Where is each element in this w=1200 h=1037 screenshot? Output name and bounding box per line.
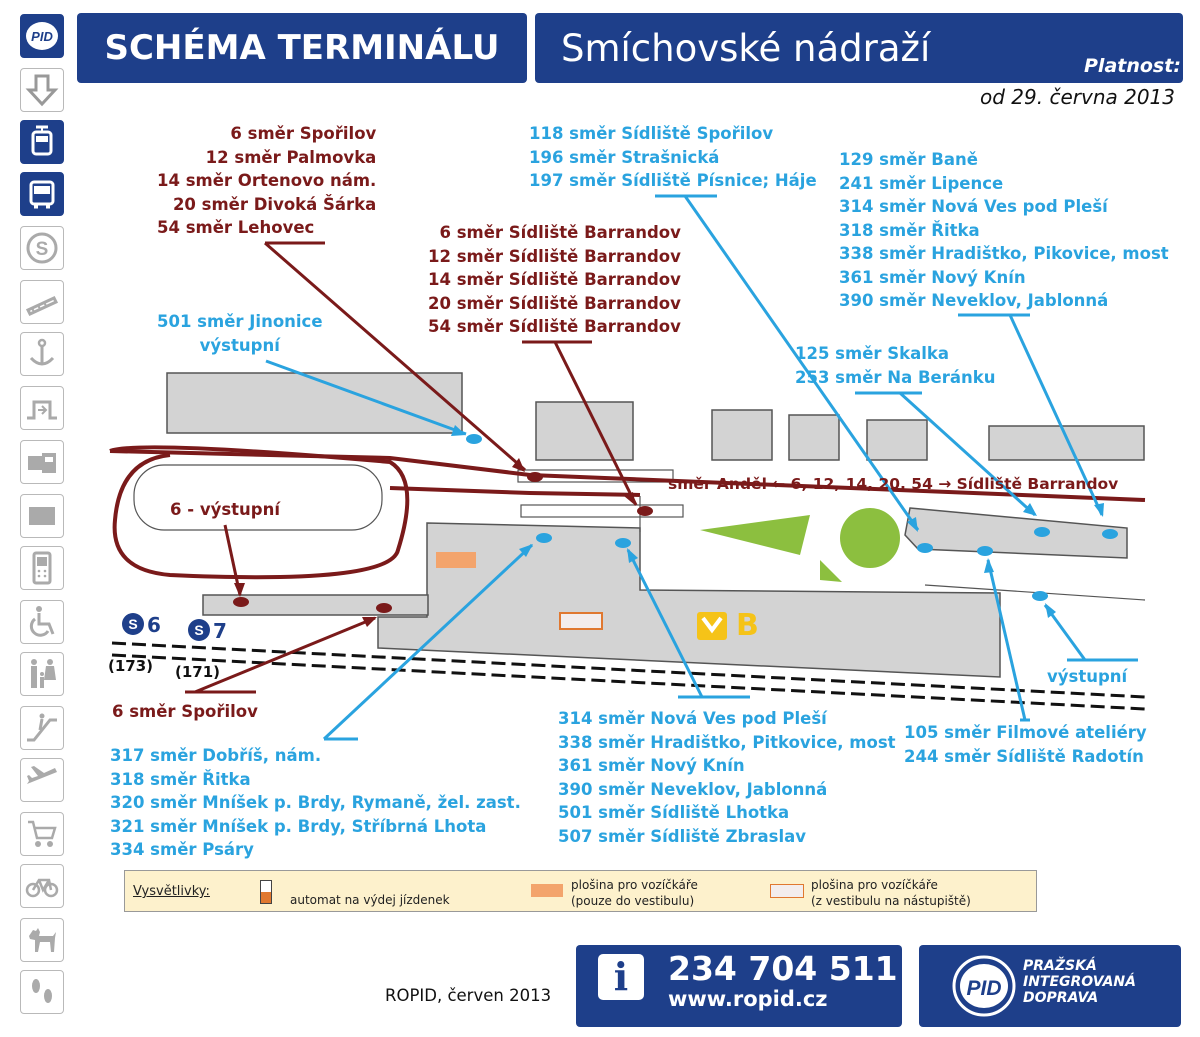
ramp-orange-icon bbox=[531, 884, 563, 897]
metro-line-label: B bbox=[736, 608, 759, 643]
svg-text:PID: PID bbox=[31, 29, 53, 44]
building bbox=[989, 426, 1144, 460]
route-line: 241 směr Lipence bbox=[839, 173, 1004, 193]
route-line: 118 směr Sídliště Spořilov bbox=[529, 124, 774, 143]
route-line: 501 směr Jinonice bbox=[157, 312, 323, 331]
building bbox=[867, 420, 927, 460]
track-173: (173) bbox=[108, 657, 154, 675]
web-link[interactable]: www.ropid.cz bbox=[668, 987, 828, 1011]
bus-label-bottom-mid bbox=[558, 707, 896, 848]
bus-label-right bbox=[839, 148, 1169, 313]
contact-box bbox=[576, 945, 902, 1027]
route-line: 125 směr Skalka bbox=[795, 344, 950, 363]
route-line: 54 směr Lehovec bbox=[157, 218, 315, 237]
brand-line: PRAŽSKÁ bbox=[1023, 958, 1097, 974]
route-line: 12 směr Sídliště Barrandov bbox=[428, 246, 681, 266]
pid-logo-text: PID bbox=[966, 977, 1002, 1000]
route-line: 318 směr Řitka bbox=[839, 220, 980, 240]
station-name-text: Smíchovské nádraží bbox=[561, 26, 931, 70]
s6-number: 6 bbox=[147, 613, 161, 637]
building bbox=[536, 402, 633, 460]
route-line: 196 směr Strašnická bbox=[529, 147, 720, 167]
info-icon: i bbox=[598, 954, 644, 1000]
legend-item-1: automat na výdej jízdenek bbox=[290, 893, 450, 907]
legend-title: Vysvětlivky: bbox=[133, 884, 210, 899]
brand-line: INTEGROVANÁ bbox=[1023, 974, 1136, 990]
route-line: 320 směr Mníšek p. Brdy, Rymaně, žel. zast. bbox=[110, 793, 521, 812]
route-line: 314 směr Nová Ves pod Pleší bbox=[558, 709, 827, 728]
route-line: 338 směr Hradištko, Pikovice, most bbox=[839, 244, 1169, 263]
legend-item-2a: plošina pro vozíčkáře bbox=[571, 878, 698, 892]
s7-number: 7 bbox=[213, 619, 227, 643]
bus-label-bottom-left bbox=[110, 744, 521, 862]
s-letter: S bbox=[128, 616, 138, 632]
ticket-machine-icon bbox=[260, 880, 272, 904]
route-line: 338 směr Hradištko, Pitkovice, most bbox=[558, 732, 896, 752]
brand-text bbox=[1023, 958, 1136, 1006]
ramp-outline bbox=[560, 613, 602, 629]
footer-credit: ROPID, červen 2013 bbox=[385, 986, 552, 1005]
pid-brand-box bbox=[919, 945, 1181, 1027]
legend-item-3a: plošina pro vozíčkáře bbox=[811, 878, 938, 892]
brand-line: DOPRAVA bbox=[1023, 990, 1099, 1006]
validity-label: Platnost: bbox=[1084, 55, 1181, 77]
header-title: SCHÉMA TERMINÁLU bbox=[77, 13, 527, 83]
metro-icon bbox=[697, 612, 727, 640]
ramp-orange bbox=[436, 552, 476, 568]
svg-text:S: S bbox=[35, 239, 49, 260]
pid-logo-icon bbox=[951, 954, 1017, 1018]
route-line: 314 směr Nová Ves pod Pleší bbox=[839, 197, 1108, 216]
bus-label-501 bbox=[157, 310, 323, 357]
route-line: 14 směr Sídliště Barrandov bbox=[428, 270, 681, 289]
route-line: 507 směr Sídliště Zbraslav bbox=[558, 826, 806, 846]
route-line: 361 směr Nový Knín bbox=[558, 756, 745, 775]
tram-label-bottom: 6 směr Spořilov bbox=[112, 702, 258, 721]
route-line: 321 směr Mníšek p. Brdy, Stříbrná Lhota bbox=[110, 816, 487, 836]
route-line: 318 směr Řitka bbox=[110, 769, 251, 789]
ramp-outline-icon bbox=[770, 884, 804, 898]
route-line: 390 směr Neveklov, Jablonná bbox=[558, 779, 828, 799]
route-line: 20 směr Divoká Šárka bbox=[172, 194, 377, 214]
route-line: 6 směr Sídliště Barrandov bbox=[439, 223, 681, 242]
route-line: 6 směr Spořilov bbox=[230, 124, 377, 143]
building bbox=[167, 373, 462, 433]
bus-exit-label: výstupní bbox=[1047, 667, 1128, 686]
route-line: 54 směr Sídliště Barrandov bbox=[428, 317, 681, 336]
bus-label-skalka bbox=[795, 342, 995, 389]
phone-number[interactable]: 234 704 511 bbox=[668, 949, 898, 988]
bus-island bbox=[905, 508, 1127, 558]
bus-label-top bbox=[529, 122, 817, 193]
building bbox=[712, 410, 772, 460]
route-line: 334 směr Psáry bbox=[110, 840, 254, 859]
route-line: 14 směr Ortenovo nám. bbox=[157, 171, 377, 190]
validity-date: od 29. června 2013 bbox=[980, 85, 1175, 109]
track-171: (171) bbox=[175, 663, 221, 681]
route-line: výstupní bbox=[199, 335, 280, 355]
s-letter: S bbox=[194, 622, 204, 638]
route-line: 361 směr Nový Knín bbox=[839, 267, 1026, 287]
legend-item-2b: (pouze do vestibulu) bbox=[571, 894, 695, 908]
legend-item-3b: (z vestibulu na nástupiště) bbox=[811, 894, 971, 908]
legend bbox=[124, 870, 1037, 912]
tram-label-block-1 bbox=[157, 122, 376, 240]
route-line: 12 směr Palmovka bbox=[205, 147, 377, 167]
route-line: 20 směr Sídliště Barrandov bbox=[428, 293, 681, 313]
tram-direction-label: směr Anděl ← 6, 12, 14, 20, 54 → Sídliště Barrandov bbox=[668, 475, 1119, 493]
green-area bbox=[840, 508, 900, 568]
tram-exit-label: 6 - výstupní bbox=[170, 500, 280, 519]
bus-label-bottom-right bbox=[904, 721, 1147, 768]
route-line: 105 směr Filmové ateliéry bbox=[904, 723, 1147, 742]
route-line: 197 směr Sídliště Písnice; Háje bbox=[529, 171, 817, 190]
route-line: 390 směr Neveklov, Jablonná bbox=[839, 291, 1109, 310]
route-line: 129 směr Baně bbox=[839, 150, 978, 169]
green-area bbox=[700, 515, 810, 555]
route-line: 244 směr Sídliště Radotín bbox=[904, 746, 1144, 766]
route-line: 501 směr Sídliště Lhotka bbox=[558, 803, 790, 822]
tram-label-block-2 bbox=[428, 221, 681, 339]
route-line: 317 směr Dobříš, nám. bbox=[110, 746, 322, 765]
building bbox=[789, 415, 839, 460]
route-line: 253 směr Na Beránku bbox=[795, 367, 996, 387]
tram-platform bbox=[521, 505, 683, 517]
green-area bbox=[820, 560, 842, 582]
